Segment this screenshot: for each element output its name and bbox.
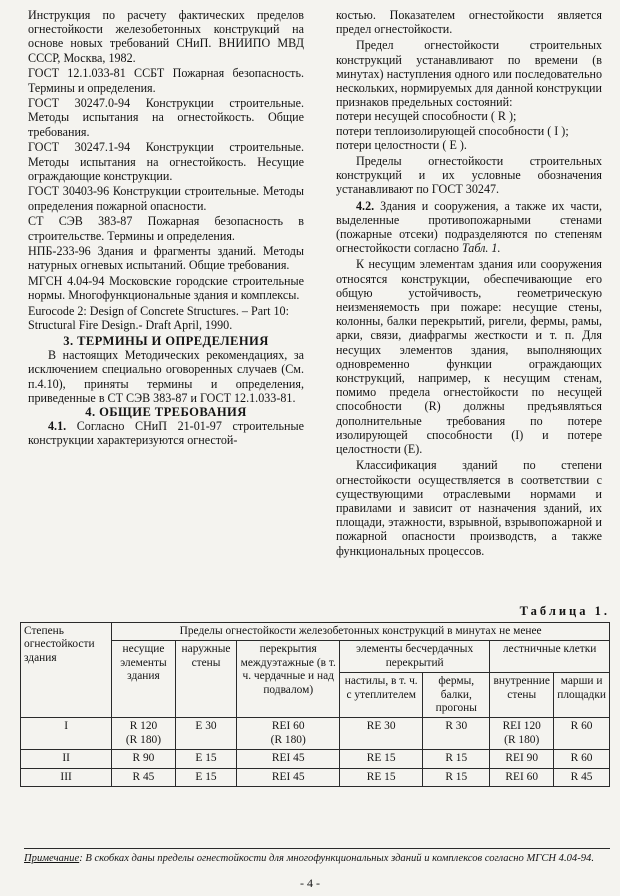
reference-item: Инструкция по расчету фактических пределов огнестойкости железобетонных конструкций на основе новых требований СНиП. ВНИИПО МВД СССР, Москва, 1982. bbox=[28, 8, 304, 65]
table-cell: REI 45 bbox=[237, 768, 340, 786]
table-cell: REI 60 bbox=[490, 768, 554, 786]
section-3-heading: 3. ТЕРМИНЫ И ОПРЕДЕЛЕНИЯ bbox=[63, 333, 269, 348]
reference-item: ГОСТ 30247.1-94 Конструкции строительные. Методы испытания на огнестойкость. Несущие ограждающие конструкции. bbox=[28, 140, 304, 183]
paragraph-continued: костью. Показателем огнестойкости является предел огнестойкости. bbox=[336, 8, 602, 37]
table-cell: RE 30 bbox=[340, 718, 423, 750]
header-stairwells: лестничные клетки bbox=[490, 641, 610, 673]
table-cell: E 30 bbox=[175, 718, 237, 750]
table-row bbox=[21, 718, 610, 750]
reference-item: НПБ-233-96 Здания и фрагменты зданий. Методы натурных огневых испытаний. Общие требования. bbox=[28, 244, 304, 273]
table-cell: E 15 bbox=[175, 768, 237, 786]
cell-value: REI 60 bbox=[271, 720, 305, 733]
clause-number: 4.1. bbox=[48, 419, 67, 434]
note-text: : В скобках даны пределы огнестойкости для многофункциональных зданий и комплексов согласно МГСН 4.04-94. bbox=[79, 853, 594, 864]
cell-value-alt: (R 180) bbox=[270, 733, 306, 746]
paragraph-4-2 bbox=[336, 199, 602, 256]
table-cell: R 90 bbox=[112, 750, 175, 768]
header-decking: настилы, в т. ч. с утеплителем bbox=[340, 673, 423, 718]
note-label: Примечание bbox=[24, 853, 80, 864]
table-cell bbox=[490, 718, 554, 750]
table-cell: REI 90 bbox=[490, 750, 554, 768]
table-cell: R 45 bbox=[554, 768, 610, 786]
header-flights: марши и площадки bbox=[554, 673, 610, 718]
header-roof-elements: элементы бесчердачных перекрытий bbox=[340, 641, 490, 673]
limit-state-item: потери несущей способности ( R ); bbox=[336, 109, 517, 124]
limit-state-item: потери целостности ( E ). bbox=[336, 137, 467, 152]
header-bearing-elements: несущие элементы здания bbox=[112, 641, 175, 718]
paragraph-gost: Пределы огнестойкости строительных конструкций и их условные обозначения устанавливают по ГОСТ 30247. bbox=[336, 154, 602, 197]
table-cell: R 15 bbox=[423, 768, 490, 786]
header-main: Пределы огнестойкости железобетонных конструкций в минутах не менее bbox=[112, 623, 610, 641]
limit-state-item: потери теплоизолирующей способности ( I ); bbox=[336, 123, 569, 138]
paragraph-4-1 bbox=[28, 419, 304, 447]
degree-cell: II bbox=[21, 750, 112, 768]
table-caption: Таблица 1. bbox=[519, 604, 610, 618]
table-cell bbox=[237, 718, 340, 750]
table-reference: Табл. 1. bbox=[462, 241, 501, 256]
paragraph-bearing-elements: К несущим элементам здания или сооружения относятся конструкции, обеспечивающие его общую устойчивость, геометрическую неизменяемость при пожаре: несущие стены, колонны, балки перекрытий, ригели, фермы, рамы, арки, связи, диафрагмы жесткости и т. п. Для несущих элементов здания, выполняющих одновременно функции ограждающих конструкций, например, к несущим стенам, помимо предела огнестойкости по несущей способности (R) должны предъявляться дополнительные требования по потере изолирующей способности (I) и потере целостности (E). bbox=[336, 257, 602, 457]
degree-cell: I bbox=[21, 718, 112, 750]
table-cell: RE 15 bbox=[340, 750, 423, 768]
fire-resistance-table bbox=[20, 622, 610, 787]
degree-cell: III bbox=[21, 768, 112, 786]
table-cell bbox=[112, 718, 175, 750]
table-cell: R 45 bbox=[112, 768, 175, 786]
cell-value: REI 120 bbox=[502, 720, 541, 733]
section-3-paragraph: В настоящих Методических рекомендациях, за исключением специально оговоренных случаев (См. п.4.10), приняты термины и определения, приведенные в СТ СЭВ 383-87 и ГОСТ 12.1.033-81. bbox=[28, 348, 304, 405]
reference-item: ГОСТ 30403-96 Конструкции строительные. Методы определения пожарной опасности. bbox=[28, 184, 304, 213]
clause-number: 4.2. bbox=[356, 198, 375, 213]
table-cell: R 60 bbox=[554, 718, 610, 750]
clause-text: Здания и сооружения, а также их части, выделенные противопожарными стенами (пожарные отсеки) подразделяются по степеням огнестойкости согласно bbox=[336, 198, 602, 256]
left-column bbox=[28, 8, 304, 448]
header-outer-walls: наружные стены bbox=[175, 641, 237, 718]
header-degree: Степень огнестойкости здания bbox=[21, 623, 112, 718]
cell-value-alt: (R 180) bbox=[125, 733, 162, 746]
right-column bbox=[336, 8, 602, 558]
header-trusses: фермы, балки, прогоны bbox=[423, 673, 490, 718]
header-inner-walls: внутренние стены bbox=[490, 673, 554, 718]
page-number: - 4 - bbox=[300, 876, 320, 890]
reference-item: МГСН 4.04-94 Московские городские строительные нормы. Многофункциональные здания и комплексы. bbox=[28, 274, 304, 303]
reference-item: ГОСТ 30247.0-94 Конструкции строительные. Методы испытания на огнестойкость. Общие требования. bbox=[28, 96, 304, 139]
header-floors: перекрытия междуэтажные (в т. ч. чердачные и над подвалом) bbox=[237, 641, 340, 718]
reference-item: СТ СЭВ 383-87 Пожарная безопасность в строительстве. Термины и определения. bbox=[28, 214, 304, 243]
table-cell: R 30 bbox=[423, 718, 490, 750]
paragraph-fire-limit: Предел огнестойкости строительных конструкций устанавливают по времени (в минутах) наступления одного или последовательно нескольких, нормируемых для данной конструкции признаков предельных состояний: bbox=[336, 38, 602, 110]
table-cell: R 15 bbox=[423, 750, 490, 768]
cell-value-alt: (R 180) bbox=[504, 733, 540, 746]
table-cell: E 15 bbox=[175, 750, 237, 768]
reference-item: ГОСТ 12.1.033-81 ССБТ Пожарная безопасность. Термины и определения. bbox=[28, 66, 304, 95]
table-cell: REI 45 bbox=[237, 750, 340, 768]
table-cell: R 60 bbox=[554, 750, 610, 768]
table-note bbox=[24, 848, 610, 865]
table-row bbox=[21, 750, 610, 768]
section-4-heading: 4. ОБЩИЕ ТРЕБОВАНИЯ bbox=[85, 404, 247, 419]
table-cell: RE 15 bbox=[340, 768, 423, 786]
paragraph-classification: Классификация зданий по степени огнестойкости осуществляется в соответствии с существующими отраслевыми нормами и правилами и зависит от назначения зданий, их площади, этажности, взрывной, взрывопожарной и пожарной опасности производств, а также функциональных процессов. bbox=[336, 458, 602, 558]
clause-text: Согласно СНиП 21-01-97 строительные конструкции характеризуются огнестой- bbox=[28, 419, 304, 448]
reference-item: Eurocode 2: Design of Concrete Structures. – Part 10: Structural Fire Design.- Draft April, 1990. bbox=[28, 304, 289, 333]
cell-value: R 120 bbox=[129, 720, 158, 733]
table-row bbox=[21, 768, 610, 786]
